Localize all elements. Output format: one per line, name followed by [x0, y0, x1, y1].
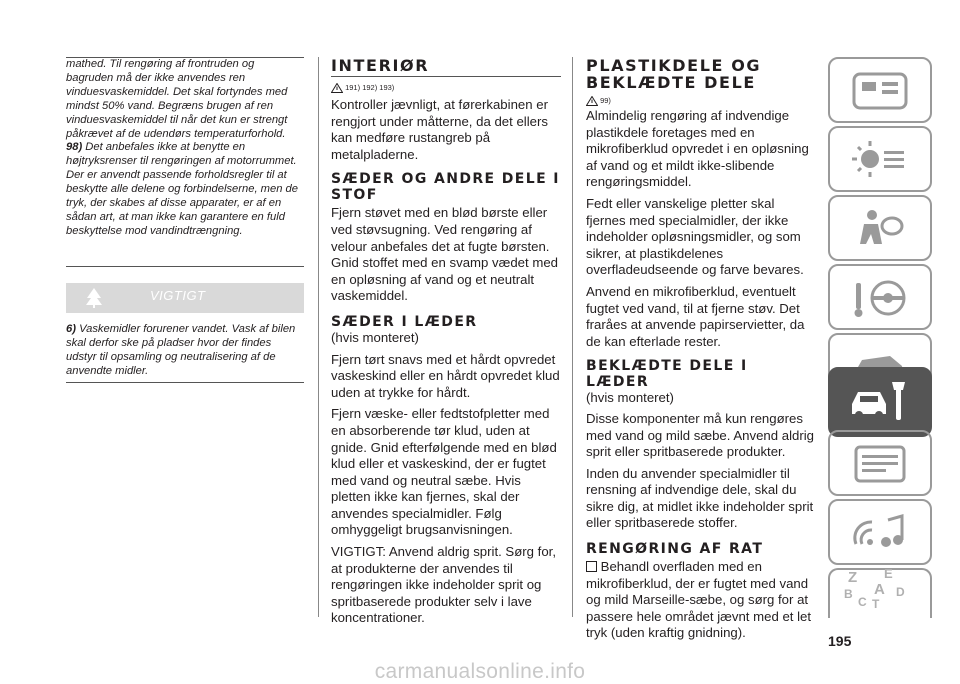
technical-data-icon	[848, 441, 912, 487]
warning-triangle-icon	[586, 96, 598, 106]
tab-dashboard[interactable]	[828, 57, 932, 123]
note-98-label: 98)	[66, 141, 83, 154]
index-letter: E	[884, 566, 893, 581]
index-letter: C	[858, 595, 867, 608]
wheel-p-text: Behandl overfladen med en mikrofiberklud, der er fugtet med vand og mild Marseille-sæbe, og sørg for at passere hele området jævnt med et let tryk (uden kraftig gnidning).	[586, 559, 812, 641]
plastic-heading: PLASTIKDELE OG BEKLÆDTE DELE	[586, 56, 762, 92]
index-letter: D	[896, 585, 905, 599]
index-letter: T	[872, 597, 880, 608]
interior-heading: INTERIØR	[331, 56, 430, 75]
middle-column	[331, 97, 563, 627]
wheel-heading: RENGØRING AF RAT	[586, 541, 764, 558]
warning-triangle-icon	[331, 83, 343, 93]
wheel-p	[586, 559, 816, 642]
clad-p1: Disse komponenter må kun rengøres med vand og mild sæbe. Anvend aldrig sprit eller spritbaserede produkter.	[586, 410, 814, 460]
seats-leather-sub: (hvis monteret)	[331, 329, 419, 345]
seats-leather-heading: SÆDER I LÆDER	[331, 313, 478, 330]
plastic-p2: Fedt eller vanskelige pletter skal fjernes med specialmidler, der ikke indeholder opløsningsmidler, og som sikrer, at plastikdelenes overfladeudseende og farve bevares.	[586, 195, 804, 278]
multimedia-icon	[848, 510, 912, 556]
seats-leather-p1: Fjern tørt snavs med et hårdt opvredet vaskeskind eller en hårdt opvredet klud uden at trykke for hårdt.	[331, 351, 560, 400]
plastic-p3: Anvend en mikrofiberklud, eventuelt fugtet ved vand, til at fjerne støv. Det fraråes at anvende papirservietter, da de kan efterlade rester.	[586, 283, 805, 349]
tab-lights[interactable]	[828, 126, 932, 192]
vigtigt-6-label: 6)	[66, 323, 76, 335]
tab-technical[interactable]	[828, 430, 932, 496]
steering-wheel-key-icon	[848, 275, 912, 321]
note-98-text: Det anbefales ikke at benytte en højtryksrenser til rengøringen af motorrummet. Der er anvendt passende forholdsregler til at beskytte alle delene og forbindelserne, men de tryk, der skabes af disse apparater, er af en sådan art, at man ikke kan garantere en fuld beskyttelse mod vandindtrængning.	[66, 141, 298, 237]
car-maintenance-icon	[848, 378, 912, 426]
plastic-refs-text: 99)	[600, 96, 611, 105]
vigtigt-title: VIGTIGT	[150, 288, 206, 303]
note-98	[66, 141, 304, 238]
seats-leather-p2: Fjern væske- eller fedtstofpletter med en absorberende tør klud, uden at gnide. Gnid efterfølgende med en blød klud eller et vaskeskind, der er fugtet med vand og neutral sæbe. Hvis pletten ikke kan fjernes, skal der anvendes specialmidler. Følg omhyggeligt brugsanvisningen.	[331, 406, 557, 538]
vigtigt-6-text: Vaskemidler forurener vandet. Vask af bilen skal derfor ske på pladser hvor der findes udstyr til opsamling og neutralisering af de anvendte midler.	[66, 323, 296, 377]
right-column	[586, 108, 816, 642]
clad-p2: Inden du anvender specialmidler til rensning af indvendige dele, skal du sikre dig, at midlet ikke indeholder sprit eller spritbaserede stoffer.	[586, 465, 814, 531]
watermark-footer: carmanualsonline.info	[374, 660, 586, 683]
index-letter: Z	[848, 569, 858, 586]
tab-multimedia[interactable]	[828, 499, 932, 565]
page-number: 195	[828, 633, 852, 649]
tab-index[interactable]	[828, 568, 932, 618]
tab-start[interactable]	[828, 264, 932, 330]
car-dashboard-icon	[848, 68, 912, 114]
seats-leather-p3: VIGTIGT: Anvend aldrig sprit. Sørg for, at produkterne der anvendes til rengøringen ikke indeholder sprit og spritbaserede produkter selv i lave koncentrationer.	[331, 544, 557, 626]
clad-heading: BEKLÆDTE DELE I LÆDER	[586, 358, 748, 391]
environment-tree-icon	[84, 287, 104, 309]
interior-p1: Kontroller jævnligt, at førerkabinen er rengjort under måtterne, da det ellers kan medføre rustangreb på metalpladerne.	[331, 97, 548, 162]
seats-fabric-heading: SÆDER OG ANDRE DELE I STOF	[331, 171, 560, 204]
tab-maintenance[interactable]	[828, 367, 932, 437]
clad-sub: (hvis monteret)	[586, 390, 674, 406]
interior-refs-text: 191) 192) 193)	[345, 83, 395, 92]
vigtigt-body	[66, 323, 304, 383]
seats-fabric-p: Fjern støvet med en blød børste eller ved støvsugning. Ved rengøring af velour anbefales det at fugte børsten. Gnid stoffet med en svamp vædet med en opløsning af vand og et neutralt vaskemiddel.	[331, 205, 558, 304]
plastic-p1: Almindelig rengøring af indvendige plastikdele foretages med en mikrofiberklud opvredet i en opløsning af vand og et mildt ikke-slibende rengøringsmiddel.	[586, 108, 809, 190]
index-letter: A	[874, 581, 885, 598]
airbag-safety-icon	[848, 206, 912, 252]
tab-safety[interactable]	[828, 195, 932, 261]
column-divider-right	[572, 57, 573, 617]
interior-heading-rule	[331, 76, 561, 77]
column-divider-left	[318, 57, 319, 617]
index-letters-icon	[840, 564, 910, 608]
lights-icon	[848, 137, 912, 183]
note-intro: mathed. Til rengøring af frontruden og bagruden må der ikke anvendes ren vinduesvaskemiddel. Det skal fortyndes med mindst 50% vand. Begræns brugen af ren vinduesvaskemiddel til når det kun er strengt påkrævet af de udendørs temperaturforhold.	[66, 58, 288, 140]
plastic-refs	[586, 96, 611, 106]
note-box	[66, 57, 304, 267]
index-letter: B	[844, 587, 853, 601]
interior-refs	[331, 83, 394, 93]
bullet-square-icon	[586, 561, 597, 572]
